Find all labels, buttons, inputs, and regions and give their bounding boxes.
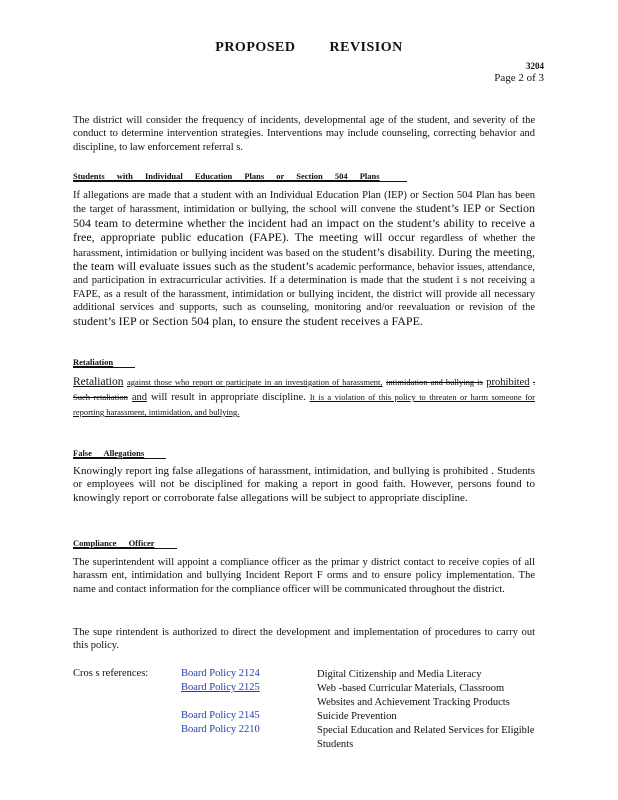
board-policy-2125-link[interactable]: Board Policy 2125 [181, 682, 260, 693]
superintendent-paragraph: The supe rintendent is authorized to direct the development and implementation of procedures to carry out this policy. [73, 627, 535, 652]
compliance-paragraph: The superintendent will appoint a compliance officer as the primar y district contact to receive copies of all harassm ent, intimidation and bullying Incident Report F orms and to ensure policy implementation. The name and contact information for the compliance officer will be communicated throughout the district. [73, 557, 535, 595]
section-504-text-2: student’s IEP or Section 504 team to determine whether the incident had an impact on the student’s ability to receive a free, appropriate public education (FAPE). The meeting will occur [73, 201, 535, 245]
section-504-text-4: student’s disability. During the meeting, the team will evaluate issues such as the student’s [73, 244, 536, 274]
board-policy-2145-link[interactable]: Board Policy 2145 [181, 710, 260, 721]
page-number: Page 2 of 3 [494, 72, 544, 84]
section-504-text-6: student’s IEP or Section 504 plan, to ensure the student receives a FAPE. [73, 313, 423, 328]
board-policy-2124-link[interactable]: Board Policy 2124 [181, 668, 260, 679]
retaliation-heading: Retaliation [73, 357, 135, 368]
section-504-text-1: If allegations are made that a student with an Individual Education Plan (IEP) or Section 504 Plan has been the target of harassment, intimidation or bullying, the school will convene the [73, 190, 535, 216]
cross-reference-title: Special Education and Related Services for Eligible Students [317, 725, 535, 750]
false-allegations-heading: False Allegations [73, 448, 166, 459]
compliance-heading: Compliance Officer [73, 538, 177, 549]
retaliation-struck-2: . Such retaliation [73, 377, 536, 402]
retaliation-small-1: against those who report or participate in an investigation of harassment, [126, 377, 383, 387]
false-allegations-paragraph: Knowingly report ing false allegations of harassment, intimidation, and bullying is prohibited . Students or employees will not be disciplined for making a report in good faith. However, persons found to knowingly report or corroborate false allegations will be subject to appropriate discipline. [73, 465, 535, 504]
cross-reference-title: Suicide Prevention [317, 711, 397, 722]
intro-paragraph: The district will consider the frequency of incidents, developmental age of the student, and severity of the conduct to determine intervention strategies. Interventions may include counseling, correcting behavior and discipline, to law enforcement referral s. [73, 115, 535, 153]
section-504-heading: Students with Individual Education Plans or Section 504 Plans [73, 171, 407, 182]
retaliation-paragraph [73, 375, 535, 420]
retaliation-small-2: It is a violation of this policy to threaten or harm someone for reporting harassment, intimidation, and bullying. [73, 392, 536, 417]
page-title: PROPOSED REVISION [215, 40, 403, 55]
section-504-paragraph [73, 189, 535, 329]
section-504-text-3: regardless of whether the harassment, intimidation or bullying incident was based on the [73, 233, 536, 259]
cross-references-label: Cros s references: [73, 668, 149, 679]
board-policy-2210-link[interactable]: Board Policy 2210 [181, 724, 260, 735]
cross-reference-title: Web -based Curricular Materials, Classroom Websites and Achievement Tracking Products [317, 683, 510, 708]
section-504-text-5: academic performance, behavior issues, attendance, and participation in extracurricular activities. If a determination is made that the student i s not receiving a FAPE, as a result of the harassment, intimidation or bullying incident, the district will provide all necessary additional services and supports, such as counseling, monitoring and/or reevaluation or revision of the [73, 262, 535, 314]
retaliation-prohibited: prohibited [486, 377, 530, 388]
retaliation-and: and [131, 392, 147, 403]
retaliation-lead: Retaliation [73, 376, 124, 388]
cross-reference-title: Digital Citizenship and Media Literacy [317, 669, 482, 680]
retaliation-discipline: will result in appropriate discipline. [150, 392, 306, 403]
retaliation-struck-1: intimidation and bullying is [386, 377, 483, 387]
policy-number: 3204 [526, 61, 544, 71]
